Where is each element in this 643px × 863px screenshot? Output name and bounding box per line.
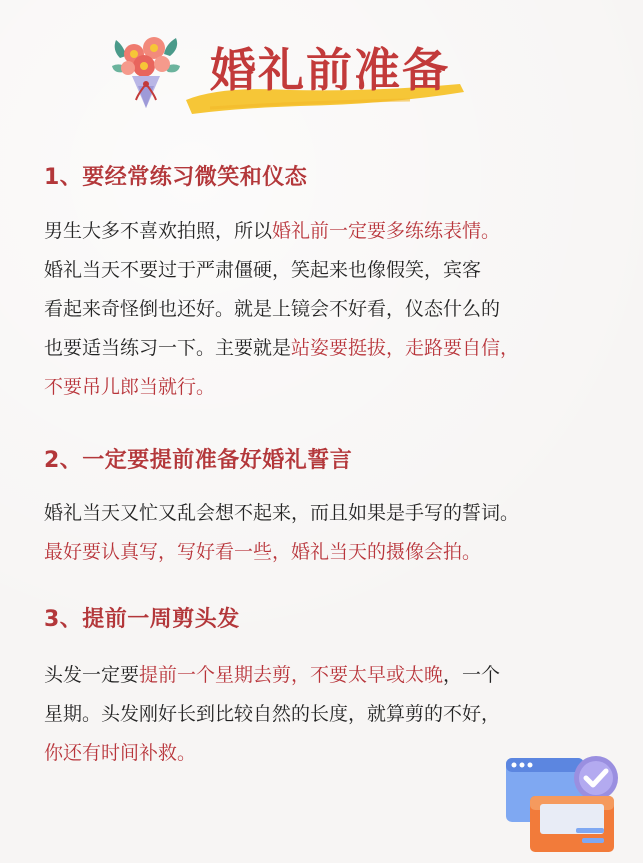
- section-heading-2: 2、一定要提前准备好婚礼誓言: [44, 448, 353, 473]
- body-text: 婚礼当天不要过于严肃僵硬，笑起来也像假笑，宾客: [44, 259, 482, 281]
- browser-checkmark-icon: [500, 748, 630, 858]
- body-text: ，一个: [443, 664, 501, 686]
- section-paragraph-2: [44, 494, 604, 572]
- highlighted-text: 最好要认真写，写好看一些，婚礼当天的摄像会拍。: [44, 541, 482, 563]
- bouquet-icon: [110, 28, 182, 114]
- body-text: 婚礼当天又忙又乱会想不起来，而且如果是手写的誓词。: [44, 502, 520, 524]
- paragraph-line: [44, 212, 604, 251]
- paragraph-line: [44, 368, 604, 407]
- paragraph-line: [44, 533, 604, 572]
- highlighted-text: 婚礼前一定要多练练表情。: [272, 220, 501, 242]
- highlighted-text: 你还有时间补救。: [44, 742, 197, 764]
- paragraph-line: [44, 290, 604, 329]
- body-text: 也要适当练习一下。主要就是: [44, 337, 292, 359]
- paragraph-line: [44, 656, 604, 695]
- body-text: 男生大多不喜欢拍照，所以: [44, 220, 273, 242]
- page-title: 婚礼前准备: [210, 43, 450, 97]
- paragraph-line: [44, 494, 604, 533]
- section-heading-3: 3、提前一周剪头发: [44, 607, 240, 632]
- body-text: 头发一定要: [44, 664, 140, 686]
- paragraph-line: [44, 695, 604, 734]
- body-text: 星期。头发刚好长到比较自然的长度，就算剪的不好，: [44, 703, 501, 725]
- highlighted-text: 提前一个星期去剪，不要太早或太晚: [139, 664, 444, 686]
- highlighted-text: 站姿要挺拔，走路要自信，: [291, 337, 520, 359]
- paragraph-line: [44, 329, 604, 368]
- section-heading-1: 1、要经常练习微笑和仪态: [44, 165, 308, 190]
- header: [110, 28, 490, 118]
- section-paragraph-1: [44, 212, 604, 407]
- body-text: 看起来奇怪倒也还好。就是上镜会不好看，仪态什么的: [44, 298, 501, 320]
- paragraph-line: [44, 251, 604, 290]
- highlighted-text: 不要吊儿郎当就行。: [44, 376, 216, 398]
